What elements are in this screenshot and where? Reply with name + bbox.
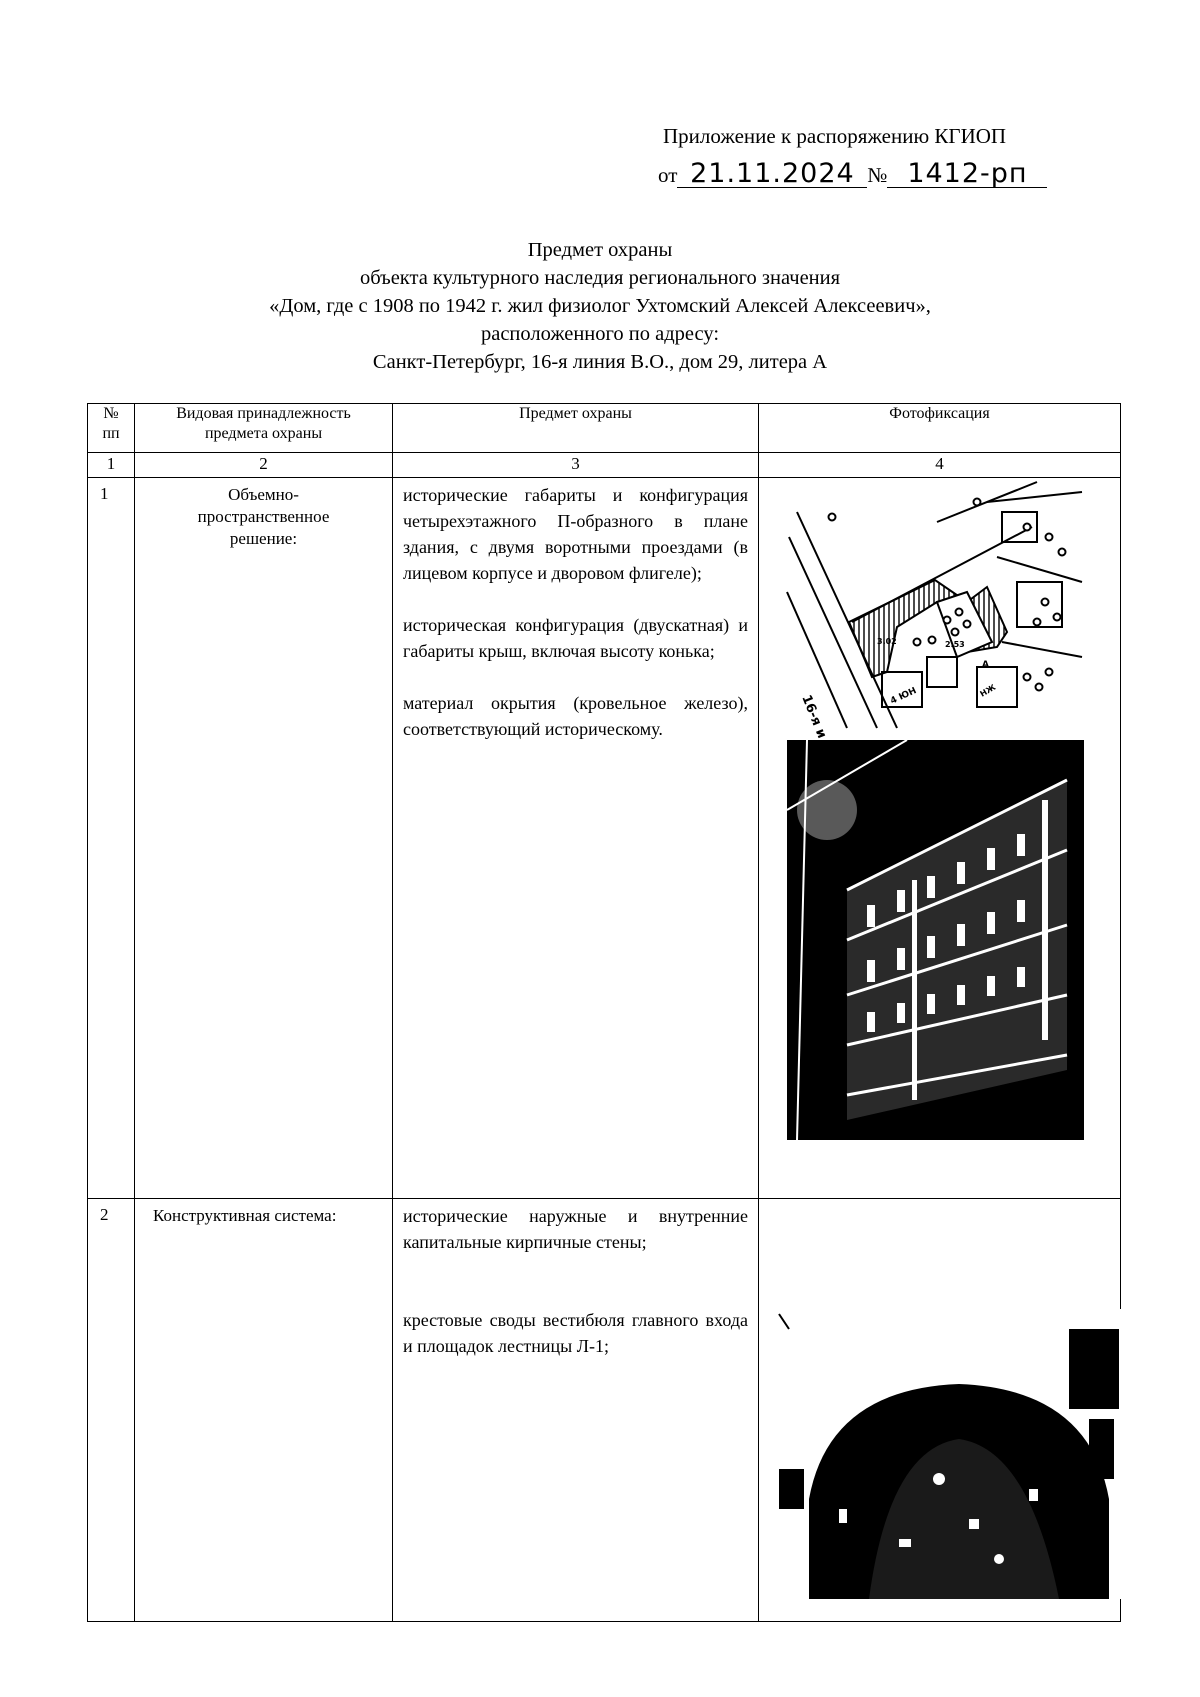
row-type: Конструктивная система: bbox=[135, 1199, 393, 1622]
map-dimension: 2.53 bbox=[945, 640, 965, 649]
table-row bbox=[88, 1199, 1121, 1622]
vault-photo bbox=[769, 1309, 1124, 1599]
order-line bbox=[658, 160, 1047, 196]
protection-subject-table bbox=[87, 403, 1121, 1622]
column-number: 4 bbox=[759, 453, 1121, 478]
subject-item: крестовые своды вестибюля главного входа и площадок лестницы Л-1; bbox=[403, 1310, 748, 1356]
table-row bbox=[88, 478, 1121, 1199]
date-prefix: от bbox=[658, 163, 678, 187]
map-label: 4 ЮН bbox=[889, 686, 919, 707]
column-number: 3 bbox=[393, 453, 759, 478]
subject-item: материал окрытия (кровельное железо), соответствующий историческому. bbox=[403, 693, 748, 739]
title-line-2: объекта культурного наследия регионального значения bbox=[359, 267, 841, 289]
row-type: Объемно- пространственное решение: bbox=[135, 478, 393, 1199]
header-number: № пп bbox=[88, 404, 135, 453]
subject-item: историческая конфигурация (двускатная) и габариты крыш, включая высоту конька; bbox=[403, 615, 748, 661]
row-subject bbox=[393, 1199, 759, 1622]
document-title bbox=[0, 236, 1200, 376]
handwritten-date: 21.11.2024 bbox=[677, 160, 867, 188]
subject-item: исторические габариты и конфигурация четырехэтажного П-образного в плане здания, с двумя воротными проездами (в лицевом корпусе и дворовом флигеле); bbox=[403, 485, 748, 583]
row-photos bbox=[759, 1199, 1121, 1622]
row-photos bbox=[759, 478, 1121, 1199]
title-line-5: Санкт-Петербург, 16-я линия В.О., дом 29, литера А bbox=[372, 351, 828, 373]
map-dimension: 3.02 bbox=[877, 637, 897, 646]
title-line-4: расположенного по адресу: bbox=[480, 323, 720, 345]
number-prefix: № bbox=[867, 163, 888, 187]
column-number-row bbox=[88, 453, 1121, 478]
table-header-row bbox=[88, 404, 1121, 453]
appendix-line: Приложение к распоряжению КГИОП bbox=[663, 124, 1007, 148]
column-number: 2 bbox=[135, 453, 393, 478]
row-number: 2 bbox=[88, 1199, 135, 1622]
column-number: 1 bbox=[88, 453, 135, 478]
facade-photo bbox=[787, 740, 1084, 1140]
title-line-3: «Дом, где с 1908 по 1942 г. жил физиолог Ухтомский Алексей Алексеевич», bbox=[269, 295, 931, 317]
header-subject: Предмет охраны bbox=[393, 404, 759, 453]
map-label: НЖ bbox=[978, 682, 998, 699]
row-number: 1 bbox=[88, 478, 135, 1199]
handwritten-number: 1412-рп bbox=[887, 160, 1047, 188]
site-plan-map bbox=[787, 482, 1082, 728]
header-type: Видовая принадлежность предмета охраны bbox=[135, 404, 393, 453]
subject-item: исторические наружные и внутренние капитальные кирпичные стены; bbox=[403, 1206, 748, 1252]
map-label: А bbox=[982, 660, 989, 670]
header-photo: Фотофиксация bbox=[759, 404, 1121, 453]
title-line-1: Предмет охраны bbox=[527, 239, 673, 261]
row-subject bbox=[393, 478, 759, 1199]
